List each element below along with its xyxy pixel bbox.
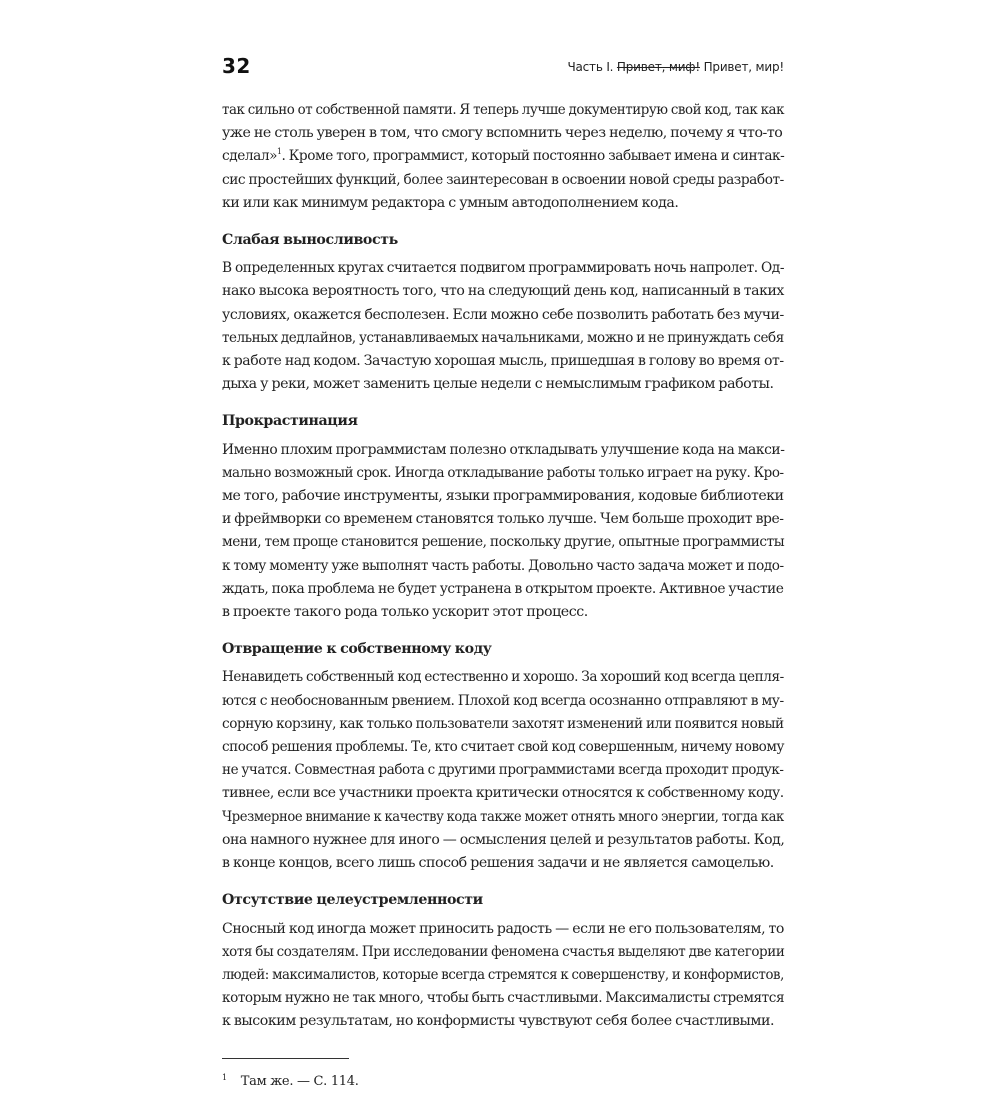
text-line: мени, тем проще становится решение, поскольку другие, опытные программисты bbox=[222, 534, 785, 551]
text-line: к тому моменту уже выполнят часть работы. Довольно часто задача может и подо- bbox=[222, 557, 784, 574]
body-text bbox=[222, 99, 784, 1034]
page-number: 32 bbox=[222, 54, 251, 78]
text-line: в проекте такого рода только ускорит этот процесс. bbox=[222, 604, 588, 621]
text-line: В определенных кругах считается подвигом программировать ночь напролет. Од- bbox=[222, 260, 785, 277]
text-line: которым нужно не так много, чтобы быть счастливыми. Максималисты стремятся bbox=[222, 990, 785, 1007]
book-page bbox=[222, 0, 784, 1111]
text-line: так сильно от собственной памяти. Я теперь лучше документирую свой код, так как bbox=[222, 102, 785, 118]
text-line: мально возможный срок. Иногда откладывание работы только играет на руку. Кро- bbox=[222, 464, 784, 481]
struck-title: Привет, миф! bbox=[616, 60, 700, 74]
text-line: ются с необоснованным рвением. Плохой код всегда осознанно отправляют в му- bbox=[222, 692, 784, 709]
section-paragraph bbox=[222, 918, 784, 1034]
text-line: тельных дедлайнов, устанавливаемых начальниками, можно и не принуждать себя bbox=[222, 329, 784, 346]
footnote bbox=[222, 1069, 784, 1091]
text-line: людей: максималистов, которые всегда стремятся к совершенству, и конформистов, bbox=[222, 966, 784, 983]
part-label: Часть I. bbox=[567, 60, 614, 74]
section-heading: Отсутствие целеустремленности bbox=[222, 892, 483, 909]
text-line: и фреймворки со временем становятся только лучше. Чем больше проходит вре- bbox=[222, 511, 784, 528]
footnote-text: Там же. — С. 114. bbox=[240, 1073, 359, 1089]
text-line: сорную корзину, как только пользователи захотят изменений или появится новый bbox=[222, 715, 784, 732]
text-fragment: . Кроме того, программист, который постоянно забывает имена и синтак- bbox=[281, 148, 785, 165]
text-line: Сносный код иногда может приносить радость — если не его пользователям, то bbox=[222, 920, 784, 937]
text-line bbox=[222, 145, 784, 168]
text-line: нако высока вероятность того, что на следующий день код, написанный в таких bbox=[222, 283, 784, 300]
text-line: к высоким результатам, но конформисты чувствуют себя более счастливыми. bbox=[222, 1013, 775, 1030]
text-line: к работе над кодом. Зачастую хорошая мысль, пришедшая в голову во время от- bbox=[222, 353, 784, 370]
text-line: ждать, пока проблема не будет устранена в открытом проекте. Активное участие bbox=[222, 580, 784, 597]
footnote-block bbox=[222, 1058, 784, 1091]
text-line: способ решения проблемы. Те, кто считает свой код совершенным, ничему новому bbox=[222, 739, 785, 756]
text-line: дыха у реки, может заменить целые недели с немыслимым графиком работы. bbox=[222, 376, 774, 393]
text-line: условиях, окажется бесполезен. Если можно себе позволить работать без мучи- bbox=[222, 306, 784, 323]
section-heading: Слабая выносливость bbox=[222, 232, 398, 249]
chapter-title: Привет, мир! bbox=[703, 60, 784, 74]
text-line: уже не столь уверен в том, что смогу вспомнить через неделю, почему я что-то bbox=[222, 125, 783, 142]
text-line: Именно плохим программистам полезно откладывать улучшение кода на макси- bbox=[222, 441, 785, 458]
footnote-mark: 1 bbox=[222, 1072, 227, 1082]
section-paragraph bbox=[222, 257, 784, 396]
text-fragment: сделал» bbox=[222, 148, 278, 165]
section-paragraph bbox=[222, 439, 784, 625]
footnote-ref[interactable]: 1 bbox=[277, 147, 282, 157]
text-line: не учатся. Совместная работа с другими программистами всегда проходит продук- bbox=[222, 762, 784, 779]
text-line: в конце концов, всего лишь способ решения задачи и не является самоцелью. bbox=[222, 855, 774, 872]
text-line: Чрезмерное внимание к качеству кода также может отнять много энергии, тогда как bbox=[222, 808, 784, 825]
text-line: хотя бы создателям. При исследовании феномена счастья выделяют две категории bbox=[222, 943, 785, 960]
text-line: тивнее, если все участники проекта критически относятся к собственному коду. bbox=[222, 785, 784, 802]
text-line: ки или как минимум редактора с умным автодополнением кода. bbox=[222, 194, 679, 211]
footnote-divider bbox=[222, 1058, 349, 1059]
text-line: Ненавидеть собственный код естественно и хорошо. За хороший код всегда цепля- bbox=[222, 669, 784, 686]
section-paragraph bbox=[222, 666, 784, 875]
section-heading: Прокрастинация bbox=[222, 413, 358, 430]
text-line: сис простейших функций, более заинтересован в освоении новой среды разработ- bbox=[222, 171, 784, 188]
intro-paragraph bbox=[222, 99, 784, 215]
running-title bbox=[567, 60, 784, 74]
text-line: она намного нужнее для иного — осмысления целей и результатов работы. Код, bbox=[222, 831, 785, 848]
text-line: ме того, рабочие инструменты, языки программирования, кодовые библиотеки bbox=[222, 488, 784, 505]
running-header bbox=[222, 54, 784, 82]
section-heading: Отвращение к собственному коду bbox=[222, 641, 492, 658]
